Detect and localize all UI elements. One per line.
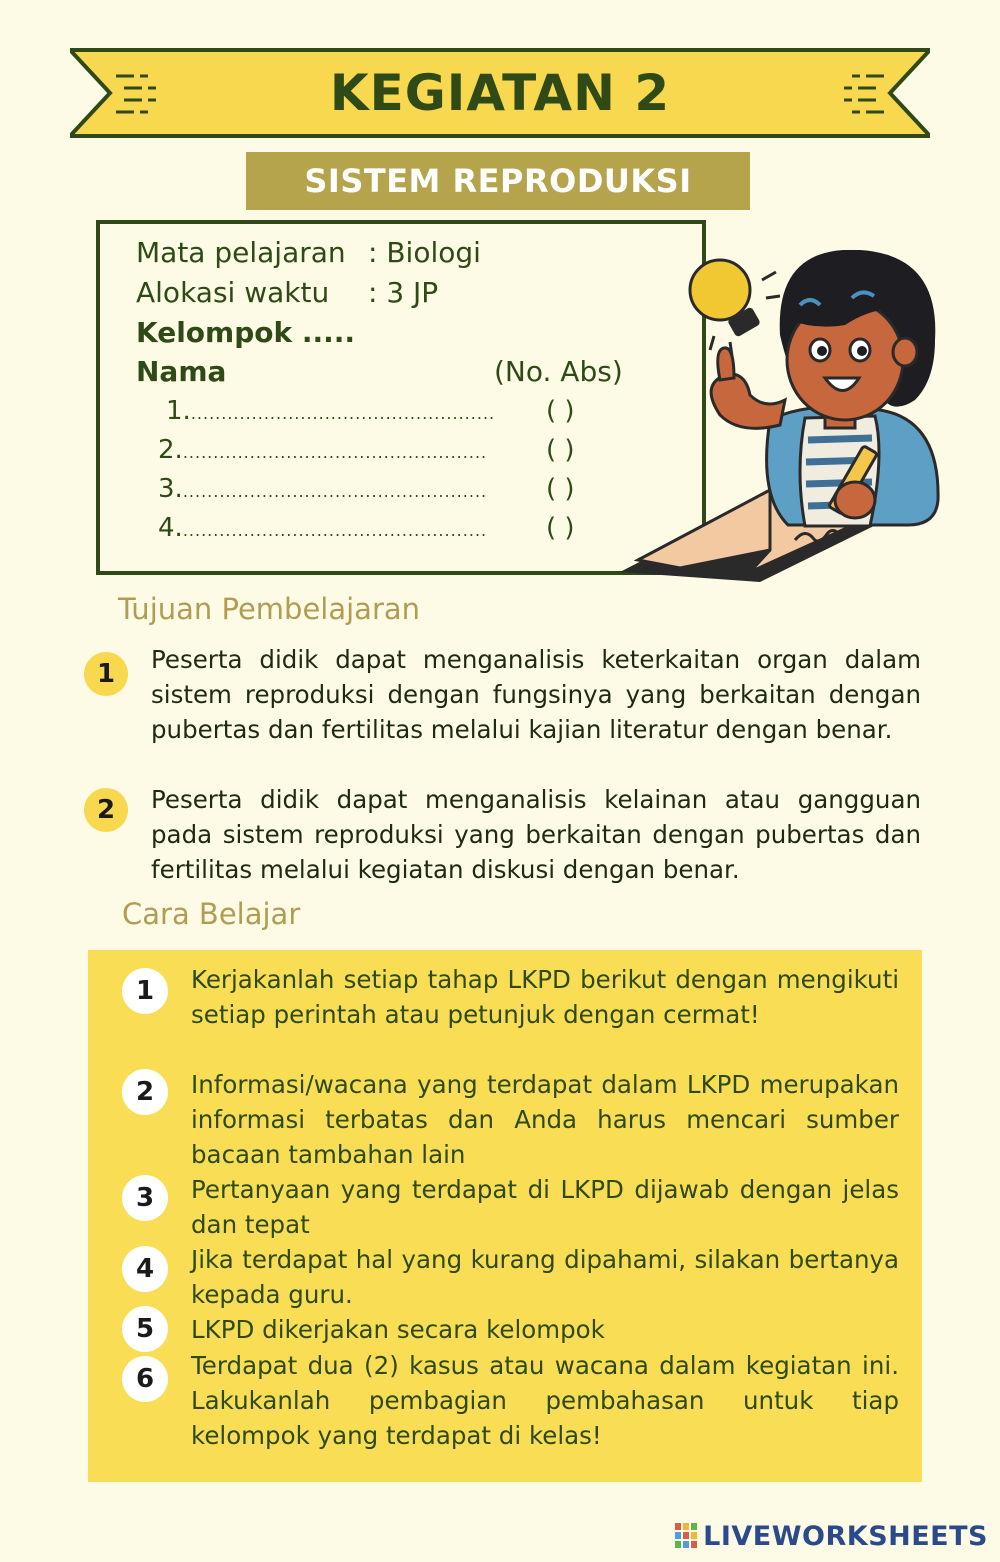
cara-number-5: 5 [122, 1306, 168, 1352]
member-row-1 [166, 394, 495, 431]
cara-number-4: 4 [122, 1246, 168, 1292]
group-label: Kelompok ..... [136, 316, 356, 349]
cara-number-1: 1 [122, 968, 168, 1014]
cara-heading: Cara Belajar [122, 897, 301, 931]
cara-box [88, 950, 922, 1482]
member-row-3 [158, 472, 487, 509]
member-row-2 [158, 433, 487, 470]
member-paren-4: ( ) [546, 513, 575, 543]
time-label: Alokasi waktu [136, 276, 330, 309]
tujuan-item-2: Peserta didik dapat menganalisis kelainan atau gangguan pada sistem reproduksi yang berkaitan dengan pubertas dan fertilitas melalui kegiatan diskusi dengan benar. [151, 785, 921, 884]
member-dots: .................................................. [182, 482, 488, 501]
subject-label: Mata pelajaran [136, 236, 346, 269]
member-paren-3: ( ) [546, 474, 575, 504]
info-box [96, 220, 706, 575]
abs-label: (No. Abs) [494, 355, 623, 388]
member-dots: .................................................. [182, 521, 488, 540]
member-paren-2: ( ) [546, 435, 575, 465]
raised-hand [711, 348, 785, 428]
cara-item-1: Kerjakanlah setiap tahap LKPD berikut dengan mengikuti setiap perintah atau petunjuk dengan cermat! [191, 965, 899, 1029]
member-paren-1: ( ) [546, 396, 575, 426]
cara-number-2: 2 [122, 1069, 168, 1115]
name-label: Nama [136, 355, 227, 388]
subject-value: : Biologi [368, 236, 481, 269]
member-num: 1. [166, 396, 191, 426]
member-row-4 [158, 511, 487, 548]
time-value: : 3 JP [368, 276, 439, 309]
tujuan-heading: Tujuan Pembelajaran [118, 592, 421, 626]
member-num: 3. [158, 474, 183, 504]
student-illustration [620, 250, 950, 585]
tujuan-number-1: 1 [84, 652, 128, 696]
lightbulb-icon [690, 260, 780, 356]
tujuan-number-2: 2 [84, 788, 128, 832]
cara-item-5: LKPD dikerjakan secara kelompok [191, 1315, 605, 1344]
member-num: 2. [158, 435, 183, 465]
member-dots: .................................................. [190, 404, 496, 423]
tujuan-item-1: Peserta didik dapat menganalisis keterkaitan organ dalam sistem reproduksi dengan fungsinya yang berkaitan dengan pubertas dan fertilitas melalui kajian literatur dengan benar. [151, 645, 921, 744]
cara-number-6: 6 [122, 1356, 168, 1402]
member-dots: .................................................. [182, 443, 488, 462]
cara-item-6: Terdapat dua (2) kasus atau wacana dalam kegiatan ini. Lakukanlah pembagian pembahasan untuk tiap kelompok yang terdapat di kelas! [191, 1351, 899, 1450]
cara-item-3: Pertanyaan yang terdapat di LKPD dijawab dengan jelas dan tepat [191, 1175, 899, 1239]
page-title: KEGIATAN 2 [329, 64, 671, 122]
cara-item-2: Informasi/wacana yang terdapat dalam LKPD merupakan informasi terbatas dan Anda harus mencari sumber bacaan tambahan lain [191, 1070, 899, 1169]
liveworksheets-logo-icon [675, 1523, 697, 1549]
member-num: 4. [158, 513, 183, 543]
footer-logo[interactable] [675, 1518, 988, 1554]
subtitle-bar: SISTEM REPRODUKSI [246, 152, 750, 210]
cara-item-4: Jika terdapat hal yang kurang dipahami, silakan bertanya kepada guru. [191, 1245, 899, 1309]
footer-brand: LIVEWORKSHEETS [703, 1520, 988, 1552]
cara-number-3: 3 [122, 1175, 168, 1221]
